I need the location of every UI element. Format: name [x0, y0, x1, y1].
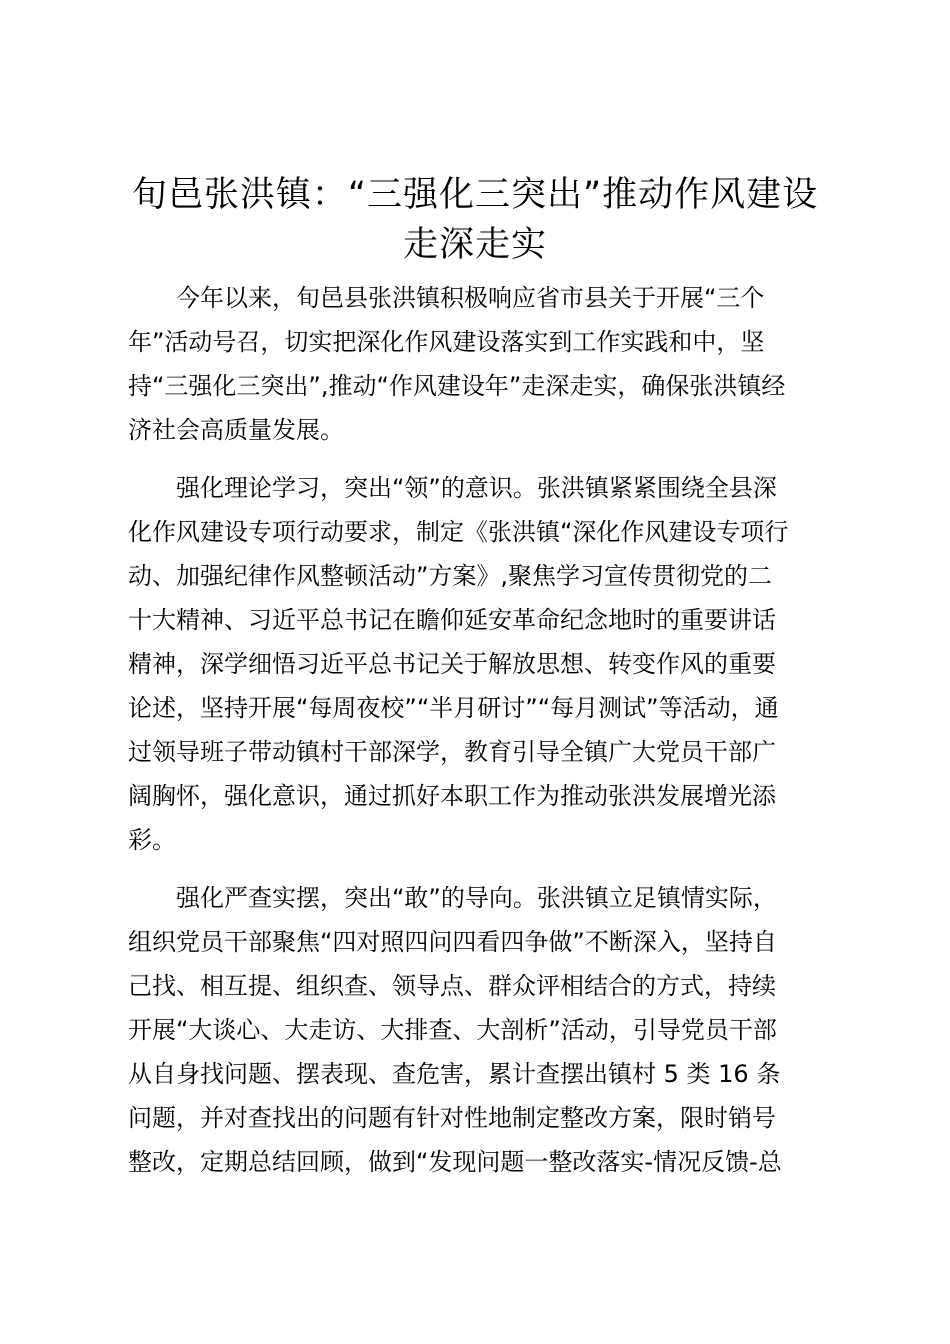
paragraph-line: 阔胸怀，强化意识，通过抓好本职工作为推动张洪发展增光添 [128, 782, 776, 810]
document-title [110, 170, 840, 270]
paragraph-line: 十大精神、习近平总书记在瞻仰延安革命纪念地时的重要讲话 [128, 606, 776, 634]
paragraph-line: 整改，定期总结回顾，做到“发现问题一整改落实-情况反馈-总 [128, 1148, 782, 1176]
paragraph-line: 组织党员干部聚焦“四对照四问四看四争做”不断深入，坚持自 [128, 928, 777, 956]
title-line-2: 走深走实 [402, 225, 547, 265]
paragraph-line: 彩。 [128, 826, 176, 854]
paragraph-line: 问题，并对查找出的问题有针对性地制定整改方案，限时销号 [128, 1104, 776, 1132]
paragraph-line: 动、加强纪律作风整顿活动”方案》,聚焦学习宣传贯彻党的二 [128, 562, 773, 590]
paragraph-line: 精神，深学细悟习近平总书记关于解放思想、转变作风的重要 [128, 650, 776, 678]
paragraph-line: 持“三强化三突出”,推动“作风建设年”走深走实，确保张洪镇经 [128, 372, 786, 400]
paragraph-line: 开展“大谈心、大走访、大排查、大剖析”活动，引导党员干部 [128, 1016, 777, 1044]
paragraph-line: 强化理论学习，突出“领”的意识。张洪镇紧紧围绕全县深 [176, 474, 777, 502]
paragraph-line: 今年以来，旬邑县张洪镇积极响应省市县关于开展“三个 [176, 284, 765, 312]
paragraph-line: 化作风建设专项行动要求，制定《张洪镇“深化作风建设专项行 [128, 518, 789, 546]
paragraph-line: 从自身找问题、摆表现、查危害，累计查摆出镇村 5 类 16 条 [128, 1060, 781, 1088]
paragraph-line: 年”活动号召，切实把深化作风建设落实到工作实践和中，坚 [128, 328, 765, 356]
paragraph-inspection [128, 876, 832, 1184]
paragraph-line: 己找、相互提、组织查、领导点、群众评相结合的方式，持续 [128, 972, 776, 1000]
paragraph-line: 济社会高质量发展。 [128, 416, 344, 444]
paragraph-theory-study [128, 466, 832, 862]
paragraph-line: 论述，坚持开展“每周夜校”“半月研讨”“每月测试”等活动，通 [128, 694, 779, 722]
title-line-1: 旬邑张洪镇：“三强化三突出”推动作风建设 [131, 175, 819, 215]
paragraph-line: 强化严查实摆，突出“敢”的导向。张洪镇立足镇情实际， [176, 884, 777, 912]
paragraph-intro [128, 276, 832, 452]
document-body [128, 276, 832, 1184]
paragraph-line: 过领导班子带动镇村干部深学，教育引导全镇广大党员干部广 [128, 738, 776, 766]
